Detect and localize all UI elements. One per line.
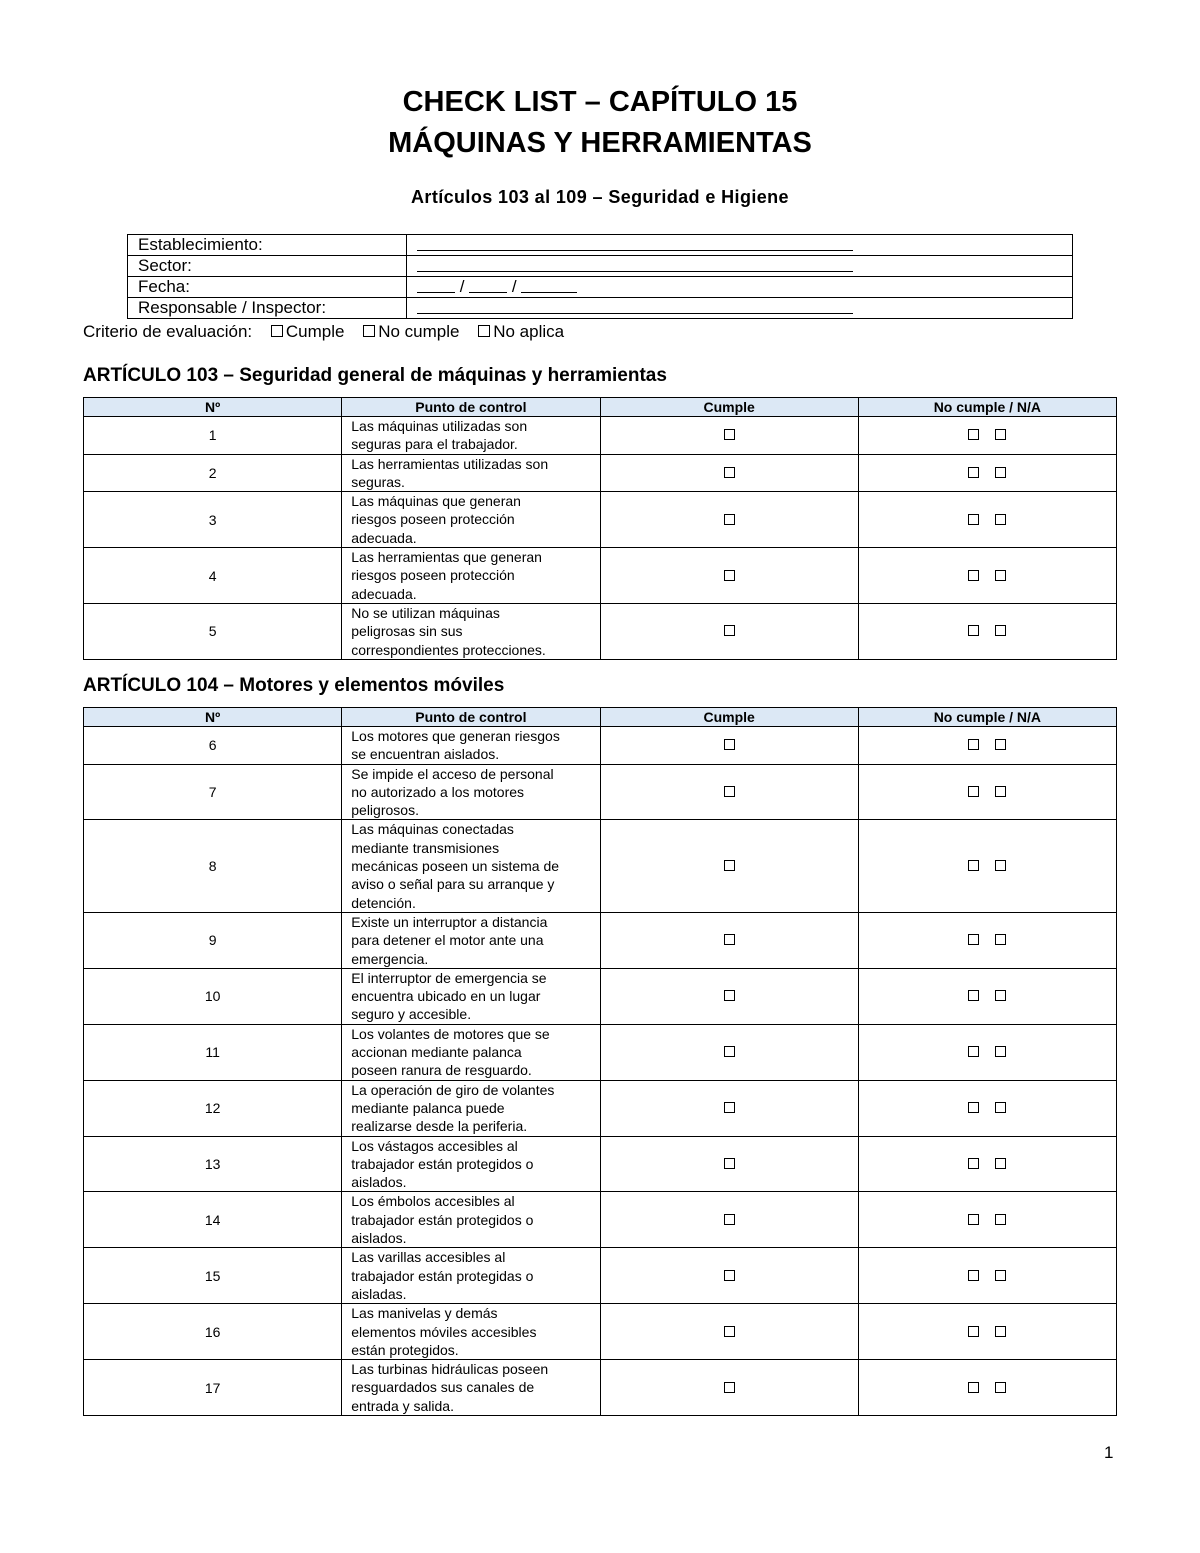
- cumple-checkbox-icon[interactable]: [724, 1102, 735, 1113]
- control-point-line: seguras.: [351, 473, 405, 490]
- control-point: [342, 727, 600, 765]
- checkbox-icon[interactable]: [271, 325, 283, 337]
- row-number: 3: [84, 492, 342, 548]
- table-row: [84, 417, 1117, 455]
- na-checkbox-icon[interactable]: [995, 1158, 1006, 1169]
- table-row: [84, 454, 1117, 492]
- cumple-cell: [600, 492, 858, 548]
- na-checkbox-icon[interactable]: [995, 467, 1006, 478]
- row-number: 12: [84, 1080, 342, 1136]
- row-number: 9: [84, 912, 342, 968]
- control-point: [342, 1136, 600, 1192]
- table-row: [84, 820, 1117, 913]
- cumple-checkbox-icon[interactable]: [724, 860, 735, 871]
- no-cumple-checkbox-icon[interactable]: [968, 467, 979, 478]
- cumple-cell: [600, 1304, 858, 1360]
- info-row: [128, 277, 1073, 298]
- info-value-field[interactable]: / /: [407, 277, 1073, 298]
- criteria-option-cumple[interactable]: Cumple: [271, 322, 345, 341]
- control-point-line: Los motores que generan riesgos: [351, 728, 560, 744]
- cumple-checkbox-icon[interactable]: [724, 934, 735, 945]
- row-number: 16: [84, 1304, 342, 1360]
- cumple-cell: [600, 912, 858, 968]
- control-point-line: accionan mediante palanca: [351, 1044, 522, 1061]
- cumple-cell: [600, 548, 858, 604]
- no-cumple-checkbox-icon[interactable]: [968, 1046, 979, 1057]
- control-point-line: Los vástagos accesibles al: [351, 1137, 518, 1154]
- control-point: [342, 454, 600, 492]
- no-cumple-checkbox-icon[interactable]: [968, 990, 979, 1001]
- control-point-line: trabajador están protegidos o: [351, 1211, 534, 1228]
- control-point-line: seguras para el trabajador.: [351, 436, 518, 453]
- no-cumple-cell: [858, 548, 1116, 604]
- control-point-line: Las varillas accesibles al: [351, 1249, 506, 1266]
- column-header-control: Punto de control: [342, 398, 600, 417]
- criteria-option-no-aplica[interactable]: No aplica: [478, 322, 564, 341]
- row-number: 8: [84, 820, 342, 913]
- control-point-line: resguardados sus canales de: [351, 1379, 535, 1396]
- column-header-num: Nº: [84, 708, 342, 727]
- document-title: CHECK LIST – CAPÍTULO 15: [402, 86, 798, 118]
- control-point-line: aviso o señal para su arranque y: [351, 876, 555, 893]
- na-checkbox-icon[interactable]: [995, 429, 1006, 440]
- cumple-checkbox-icon[interactable]: [724, 1046, 735, 1057]
- info-value-field[interactable]: [407, 298, 1073, 319]
- cumple-cell: [600, 1248, 858, 1304]
- no-cumple-cell: [858, 912, 1116, 968]
- control-point-line: entrada y salida.: [351, 1397, 454, 1414]
- control-point-line: se encuentran aislados.: [351, 746, 500, 763]
- checklist-table-art-103: [83, 397, 1117, 660]
- control-point-line: mediante transmisiones: [351, 839, 500, 856]
- control-point-line: riesgos poseen protección: [351, 511, 515, 528]
- control-point: [342, 764, 600, 820]
- na-checkbox-icon[interactable]: [995, 1102, 1006, 1113]
- cumple-cell: [600, 820, 858, 913]
- control-point-line: Se impide el acceso de personal: [351, 765, 554, 782]
- control-point: [342, 968, 600, 1024]
- no-cumple-cell: [858, 1024, 1116, 1080]
- column-header-control: Punto de control: [342, 708, 600, 727]
- cumple-cell: [600, 454, 858, 492]
- no-cumple-checkbox-icon[interactable]: [968, 860, 979, 871]
- control-point: [342, 417, 600, 455]
- cumple-checkbox-icon[interactable]: [724, 514, 735, 525]
- control-point-line: aisladas.: [351, 1285, 407, 1302]
- na-checkbox-icon[interactable]: [995, 739, 1006, 750]
- row-number: 2: [84, 454, 342, 492]
- cumple-checkbox-icon[interactable]: [724, 1214, 735, 1225]
- no-cumple-checkbox-icon[interactable]: [968, 625, 979, 636]
- cumple-cell: [600, 968, 858, 1024]
- no-cumple-checkbox-icon[interactable]: [968, 1326, 979, 1337]
- control-point: [342, 603, 600, 659]
- control-point-line: detención.: [351, 894, 416, 911]
- no-cumple-cell: [858, 727, 1116, 765]
- no-cumple-checkbox-icon[interactable]: [968, 934, 979, 945]
- cumple-cell: [600, 1360, 858, 1416]
- table-row: [84, 1024, 1117, 1080]
- control-point: [342, 1304, 600, 1360]
- no-cumple-cell: [858, 820, 1116, 913]
- no-cumple-checkbox-icon[interactable]: [968, 1158, 979, 1169]
- control-point-line: mecánicas poseen un sistema de: [351, 858, 560, 875]
- table-row: [84, 1360, 1117, 1416]
- control-point-line: Las máquinas que generan: [351, 493, 521, 510]
- control-point-line: Las herramientas utilizadas son: [351, 455, 549, 472]
- no-cumple-checkbox-icon[interactable]: [968, 429, 979, 440]
- na-checkbox-icon[interactable]: [995, 860, 1006, 871]
- table-row: [84, 603, 1117, 659]
- no-cumple-cell: [858, 1248, 1116, 1304]
- document-subtitle: Artículos 103 al 109 – Seguridad e Higiene: [411, 187, 789, 207]
- no-cumple-cell: [858, 603, 1116, 659]
- no-cumple-cell: [858, 1360, 1116, 1416]
- no-cumple-checkbox-icon[interactable]: [968, 570, 979, 581]
- control-point-line: emergencia.: [351, 950, 429, 967]
- cumple-cell: [600, 727, 858, 765]
- control-point: [342, 820, 600, 913]
- criteria-option-no-cumple[interactable]: No cumple: [363, 322, 459, 341]
- cumple-cell: [600, 417, 858, 455]
- control-point-line: Las manivelas y demás: [351, 1305, 498, 1322]
- info-label: Responsable / Inspector:: [128, 298, 407, 319]
- table-row: [84, 548, 1117, 604]
- column-header-cumple: Cumple: [600, 398, 858, 417]
- cumple-cell: [600, 1192, 858, 1248]
- info-label: Establecimiento:: [128, 235, 407, 256]
- control-point-line: No se utilizan máquinas: [351, 604, 500, 621]
- control-point: [342, 1360, 600, 1416]
- control-point-line: adecuada.: [351, 529, 417, 546]
- cumple-cell: [600, 764, 858, 820]
- table-row: [84, 764, 1117, 820]
- cumple-checkbox-icon[interactable]: [724, 1270, 735, 1281]
- cumple-checkbox-icon[interactable]: [724, 625, 735, 636]
- na-checkbox-icon[interactable]: [995, 1382, 1006, 1393]
- row-number: 4: [84, 548, 342, 604]
- na-checkbox-icon[interactable]: [995, 1046, 1006, 1057]
- na-checkbox-icon[interactable]: [995, 1214, 1006, 1225]
- no-cumple-cell: [858, 454, 1116, 492]
- control-point: [342, 548, 600, 604]
- na-checkbox-icon[interactable]: [995, 786, 1006, 797]
- column-header-no-cumple: No cumple / N/A: [858, 708, 1116, 727]
- cumple-checkbox-icon[interactable]: [724, 467, 735, 478]
- checklist-table-art-104: [83, 707, 1117, 1416]
- evaluation-criteria: [83, 322, 564, 342]
- row-number: 13: [84, 1136, 342, 1192]
- table-row: [84, 912, 1117, 968]
- control-point-line: no autorizado a los motores: [351, 783, 525, 800]
- control-point-line: adecuada.: [351, 585, 417, 602]
- no-cumple-cell: [858, 764, 1116, 820]
- table-row: [84, 1080, 1117, 1136]
- cumple-checkbox-icon[interactable]: [724, 1382, 735, 1393]
- cumple-cell: [600, 1080, 858, 1136]
- section-heading-art-103: ARTÍCULO 103 – Seguridad general de máquinas y herramientas: [83, 365, 667, 386]
- info-row: [128, 256, 1073, 277]
- control-point-line: aislados.: [351, 1174, 407, 1191]
- cumple-checkbox-icon[interactable]: [724, 429, 735, 440]
- cumple-cell: [600, 1024, 858, 1080]
- no-cumple-checkbox-icon[interactable]: [968, 1382, 979, 1393]
- control-point-line: están protegidos.: [351, 1341, 459, 1358]
- column-header-num: Nº: [84, 398, 342, 417]
- cumple-checkbox-icon[interactable]: [724, 1158, 735, 1169]
- na-checkbox-icon[interactable]: [995, 625, 1006, 636]
- column-header-cumple: Cumple: [600, 708, 858, 727]
- control-point-line: encuentra ubicado en un lugar: [351, 988, 541, 1005]
- control-point-line: trabajador están protegidos o: [351, 1155, 534, 1172]
- info-value-field[interactable]: [407, 235, 1073, 256]
- info-table: [127, 234, 1073, 319]
- control-point-line: poseen ranura de resguardo.: [351, 1062, 532, 1079]
- table-row: [84, 492, 1117, 548]
- control-point-line: Las máquinas utilizadas son: [351, 418, 528, 434]
- row-number: 15: [84, 1248, 342, 1304]
- page-number: 1: [1104, 1443, 1114, 1462]
- cumple-checkbox-icon[interactable]: [724, 990, 735, 1001]
- na-checkbox-icon[interactable]: [995, 570, 1006, 581]
- row-number: 10: [84, 968, 342, 1024]
- control-point-line: Las turbinas hidráulicas poseen: [351, 1361, 549, 1378]
- control-point: [342, 1080, 600, 1136]
- criteria-label: Criterio de evaluación:: [83, 322, 253, 341]
- control-point-line: peligrosas sin sus: [351, 623, 463, 640]
- cumple-cell: [600, 1136, 858, 1192]
- control-point-line: peligrosos.: [351, 802, 419, 819]
- column-header-no-cumple: No cumple / N/A: [858, 398, 1116, 417]
- control-point-line: La operación de giro de volantes: [351, 1081, 555, 1098]
- cumple-checkbox-icon[interactable]: [724, 739, 735, 750]
- control-point-line: realizarse desde la periferia.: [351, 1118, 528, 1135]
- control-point-line: correspondientes protecciones.: [351, 641, 546, 658]
- no-cumple-cell: [858, 968, 1116, 1024]
- row-number: 14: [84, 1192, 342, 1248]
- cumple-checkbox-icon[interactable]: [724, 1326, 735, 1337]
- table-row: [84, 1192, 1117, 1248]
- cumple-cell: [600, 603, 858, 659]
- control-point: [342, 492, 600, 548]
- document-title-line2: MÁQUINAS Y HERRAMIENTAS: [388, 127, 812, 159]
- no-cumple-cell: [858, 492, 1116, 548]
- row-number: 1: [84, 417, 342, 455]
- control-point: [342, 1024, 600, 1080]
- control-point-line: trabajador están protegidas o: [351, 1267, 534, 1284]
- control-point-line: El interruptor de emergencia se: [351, 969, 547, 986]
- control-point-line: Los émbolos accesibles al: [351, 1193, 515, 1210]
- na-checkbox-icon[interactable]: [995, 934, 1006, 945]
- na-checkbox-icon[interactable]: [995, 514, 1006, 525]
- info-row: [128, 298, 1073, 319]
- info-label: Sector:: [128, 256, 407, 277]
- cumple-checkbox-icon[interactable]: [724, 570, 735, 581]
- control-point-line: aislados.: [351, 1230, 407, 1247]
- na-checkbox-icon[interactable]: [995, 1270, 1006, 1281]
- control-point-line: mediante palanca puede: [351, 1099, 505, 1116]
- row-number: 7: [84, 764, 342, 820]
- control-point: [342, 1192, 600, 1248]
- na-checkbox-icon[interactable]: [995, 990, 1006, 1001]
- table-row: [84, 1136, 1117, 1192]
- table-row: [84, 968, 1117, 1024]
- no-cumple-checkbox-icon[interactable]: [968, 514, 979, 525]
- cumple-checkbox-icon[interactable]: [724, 786, 735, 797]
- control-point-line: Las máquinas conectadas: [351, 821, 514, 838]
- table-row: [84, 727, 1117, 765]
- row-number: 11: [84, 1024, 342, 1080]
- na-checkbox-icon[interactable]: [995, 1326, 1006, 1337]
- control-point-line: Existe un interruptor a distancia: [351, 913, 548, 930]
- control-point: [342, 912, 600, 968]
- control-point-line: riesgos poseen protección: [351, 567, 515, 584]
- control-point-line: Los volantes de motores que se: [351, 1025, 550, 1042]
- control-point-line: elementos móviles accesibles: [351, 1323, 537, 1340]
- checkbox-icon[interactable]: [478, 325, 490, 337]
- control-point-line: seguro y accesible.: [351, 1006, 472, 1023]
- table-row: [84, 1248, 1117, 1304]
- row-number: 6: [84, 727, 342, 765]
- control-point-line: Las herramientas que generan: [351, 549, 542, 566]
- row-number: 17: [84, 1360, 342, 1416]
- row-number: 5: [84, 603, 342, 659]
- section-heading-art-104: ARTÍCULO 104 – Motores y elementos móviles: [83, 675, 505, 696]
- no-cumple-cell: [858, 1192, 1116, 1248]
- no-cumple-cell: [858, 1136, 1116, 1192]
- no-cumple-checkbox-icon[interactable]: [968, 739, 979, 750]
- control-point-line: para detener el motor ante una: [351, 932, 544, 949]
- checkbox-icon[interactable]: [363, 325, 375, 337]
- no-cumple-cell: [858, 1080, 1116, 1136]
- no-cumple-checkbox-icon[interactable]: [968, 1214, 979, 1225]
- control-point: [342, 1248, 600, 1304]
- info-row: [128, 235, 1073, 256]
- info-value-field[interactable]: [407, 256, 1073, 277]
- table-row: [84, 1304, 1117, 1360]
- no-cumple-cell: [858, 417, 1116, 455]
- no-cumple-cell: [858, 1304, 1116, 1360]
- no-cumple-checkbox-icon[interactable]: [968, 1270, 979, 1281]
- no-cumple-checkbox-icon[interactable]: [968, 1102, 979, 1113]
- no-cumple-checkbox-icon[interactable]: [968, 786, 979, 797]
- info-label: Fecha:: [128, 277, 407, 298]
